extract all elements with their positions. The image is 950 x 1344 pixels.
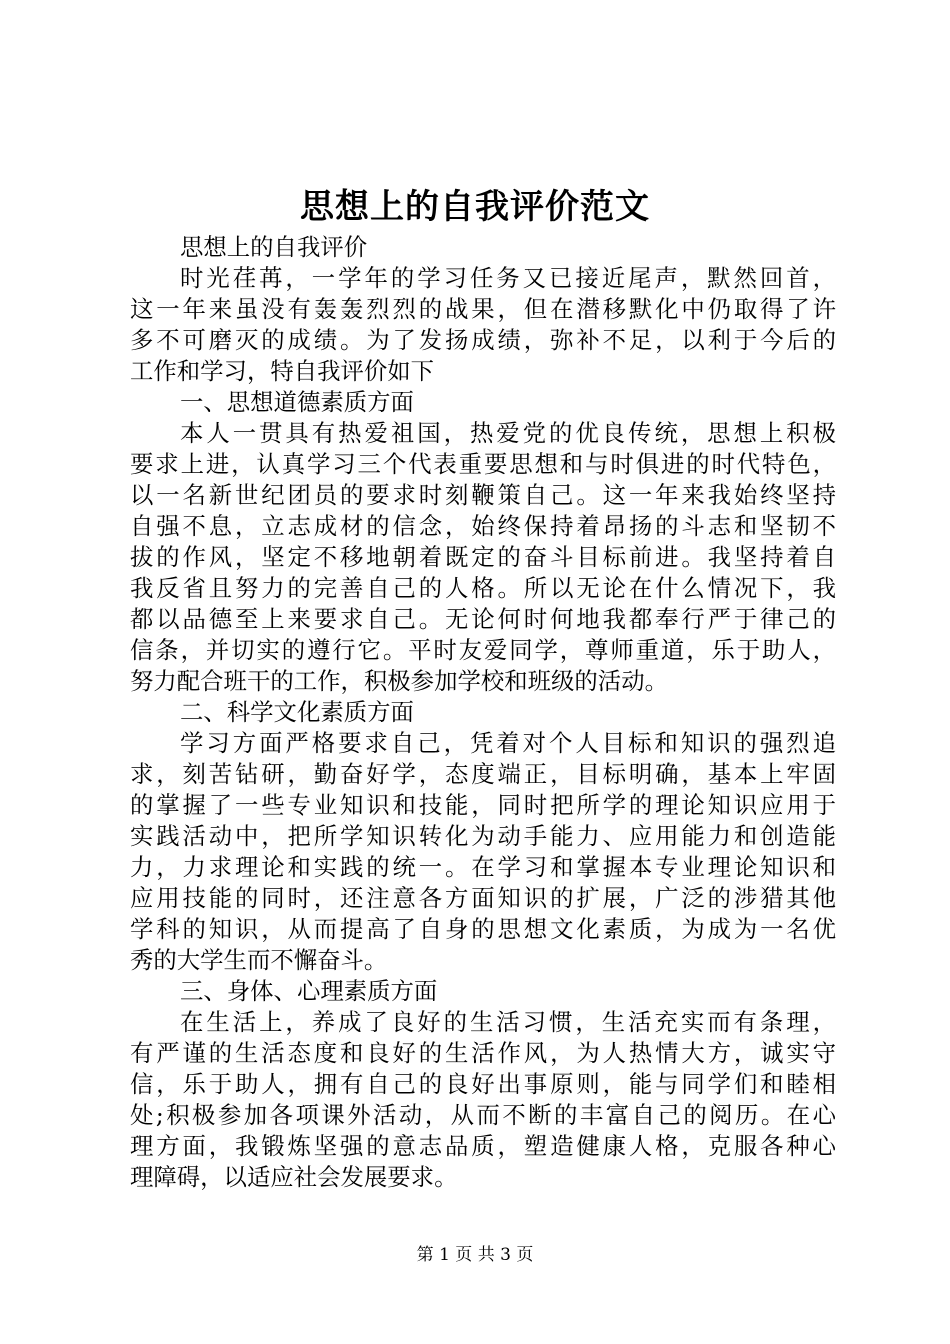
text-line: 在生活上，养成了良好的生活习惯，生活充实而有条理， xyxy=(180,1008,836,1036)
text-line: 一、思想道德素质方面 xyxy=(180,388,414,416)
text-line: 多不可磨灭的成绩。为了发扬成绩，弥补不足，以利于今后的 xyxy=(130,326,836,354)
document-body xyxy=(130,232,836,1193)
text-line: 要求上进，认真学习三个代表重要思想和与时俱进的时代特色， xyxy=(130,450,836,478)
text-line: 这一年来虽没有轰轰烈烈的战果，但在潜移默化中仍取得了许 xyxy=(130,295,836,323)
text-line: 本人一贯具有热爱祖国，热爱党的优良传统，思想上积极 xyxy=(180,419,836,447)
text-line: 努力配合班干的工作，积极参加学校和班级的活动。 xyxy=(130,667,668,695)
text-line: 实践活动中，把所学知识转化为动手能力、应用能力和创造能 xyxy=(130,822,836,850)
text-line: 都以品德至上来要求自己。无论何时何地我都奉行严于律己的 xyxy=(130,605,836,633)
page-footer: 第 1 页 共 3 页 xyxy=(416,1245,534,1265)
text-line: 我反省且努力的完善自己的人格。所以无论在什么情况下，我 xyxy=(130,574,836,602)
text-line: 三、身体、心理素质方面 xyxy=(180,977,438,1005)
document-title: 思想上的自我评价范文 xyxy=(300,187,650,227)
text-line: 工作和学习，特自我评价如下 xyxy=(130,357,435,385)
text-line: 应用技能的同时，还注意各方面知识的扩展，广泛的涉猎其他 xyxy=(130,884,836,912)
text-line: 学习方面严格要求自己，凭着对个人目标和知识的强烈追 xyxy=(180,729,836,757)
text-line: 处;积极参加各项课外活动，从而不断的丰富自己的阅历。在心 xyxy=(130,1101,836,1129)
text-line: 理方面，我锻炼坚强的意志品质，塑造健康人格，克服各种心 xyxy=(130,1132,836,1160)
text-line: 时光荏苒，一学年的学习任务又已接近尾声，默然回首， xyxy=(180,264,836,292)
text-line: 理障碍，以适应社会发展要求。 xyxy=(130,1163,458,1191)
text-line: 力，力求理论和实践的统一。在学习和掌握本专业理论知识和 xyxy=(130,853,836,881)
text-line: 二、科学文化素质方面 xyxy=(180,698,414,726)
text-line: 信条，并切实的遵行它。平时友爱同学，尊师重道，乐于助人， xyxy=(130,636,836,664)
text-line: 自强不息，立志成材的信念，始终保持着昂扬的斗志和坚韧不 xyxy=(130,512,836,540)
text-line: 的掌握了一些专业知识和技能，同时把所学的理论知识应用于 xyxy=(130,791,836,819)
text-line: 思想上的自我评价 xyxy=(180,233,368,261)
text-line: 以一名新世纪团员的要求时刻鞭策自己。这一年来我始终坚持 xyxy=(130,481,836,509)
text-line: 信，乐于助人，拥有自己的良好出事原则，能与同学们和睦相 xyxy=(130,1070,836,1098)
text-line: 拔的作风，坚定不移地朝着既定的奋斗目标前进。我坚持着自 xyxy=(130,543,836,571)
text-line: 秀的大学生而不懈奋斗。 xyxy=(130,946,388,974)
text-line: 求，刻苦钻研，勤奋好学，态度端正，目标明确，基本上牢固 xyxy=(130,760,836,788)
text-line: 学科的知识，从而提高了自身的思想文化素质，为成为一名优 xyxy=(130,915,836,943)
text-line: 有严谨的生活态度和良好的生活作风，为人热情大方，诚实守 xyxy=(130,1039,836,1067)
